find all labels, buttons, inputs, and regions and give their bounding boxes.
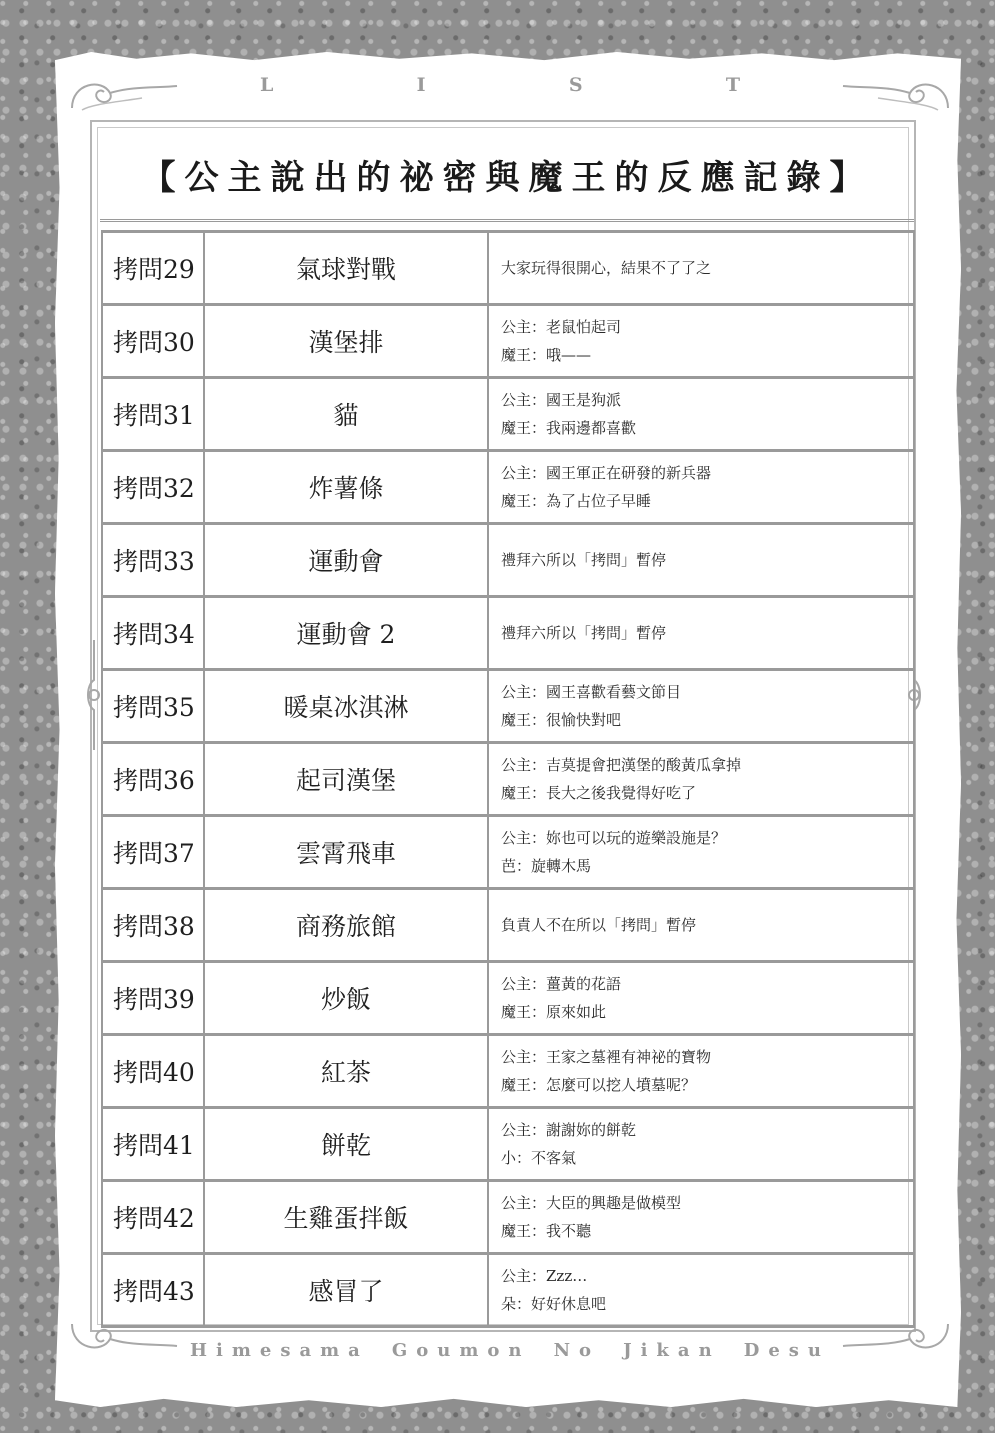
note-line: 公主：老鼠怕起司	[501, 318, 622, 336]
note-line: 禮拜六所以「拷問」暫停	[501, 551, 667, 569]
episode-number: 拷問38	[101, 890, 205, 960]
note-line: 公主：吉莫提會把漢堡的酸黃瓜拿掉	[501, 756, 742, 774]
note-line: 公主：國王軍正在研發的新兵器	[501, 464, 712, 482]
list-title-letter: S	[568, 74, 583, 96]
episode-number: 拷問33	[101, 525, 205, 595]
note-line: 小：不客氣	[501, 1149, 577, 1167]
table-row	[101, 1033, 915, 1106]
episode-number: 拷問34	[101, 598, 205, 668]
episode-note	[489, 598, 915, 668]
table-row	[101, 522, 915, 595]
episode-number: 拷問29	[101, 233, 205, 303]
note-line: 公主：Zzz…	[501, 1267, 588, 1285]
episode-note	[489, 452, 915, 522]
episode-number: 拷問37	[101, 817, 205, 887]
episode-title: 運動會 2	[205, 598, 489, 668]
episode-title: 炸薯條	[205, 452, 489, 522]
episode-note	[489, 890, 915, 960]
note-line: 魔王：我兩邊都喜歡	[501, 419, 637, 437]
episode-note	[489, 379, 915, 449]
episode-number: 拷問43	[101, 1255, 205, 1325]
note-line: 公主：薑黃的花語	[501, 975, 622, 993]
episode-note	[489, 744, 915, 814]
table-row	[101, 814, 915, 887]
heading-box	[100, 130, 914, 222]
note-line: 芭：旋轉木馬	[501, 857, 592, 875]
episode-title: 貓	[205, 379, 489, 449]
episode-title: 感冒了	[205, 1255, 489, 1325]
table-row	[101, 449, 915, 522]
note-line: 大家玩得很開心，結果不了了之	[501, 259, 712, 277]
episode-number: 拷問32	[101, 452, 205, 522]
table-row	[101, 1179, 915, 1252]
note-line: 公主：妳也可以玩的遊樂設施是？	[501, 829, 727, 847]
episode-number: 拷問42	[101, 1182, 205, 1252]
table-row	[101, 230, 915, 303]
list-title-letter: I	[416, 74, 426, 96]
episode-number: 拷問41	[101, 1109, 205, 1179]
note-line: 朵：好好休息吧	[501, 1295, 607, 1313]
episode-number: 拷問31	[101, 379, 205, 449]
episode-note	[489, 817, 915, 887]
note-line: 公主：謝謝妳的餅乾	[501, 1121, 637, 1139]
corner-ornament-top-right	[838, 68, 958, 118]
episode-title: 漢堡排	[205, 306, 489, 376]
list-title	[260, 74, 740, 96]
episode-note	[489, 671, 915, 741]
episode-number: 拷問36	[101, 744, 205, 814]
note-line: 負責人不在所以「拷問」暫停	[501, 916, 697, 934]
episode-note	[489, 1036, 915, 1106]
episode-number: 拷問40	[101, 1036, 205, 1106]
episode-note	[489, 525, 915, 595]
episode-number: 拷問30	[101, 306, 205, 376]
episode-title: 雲霄飛車	[205, 817, 489, 887]
note-line: 魔王：怎麼可以挖人墳墓呢？	[501, 1076, 697, 1094]
episode-title: 運動會	[205, 525, 489, 595]
episode-title: 紅茶	[205, 1036, 489, 1106]
episode-note	[489, 1182, 915, 1252]
footer-series-title	[190, 1340, 830, 1361]
episode-note	[489, 306, 915, 376]
episode-note	[489, 233, 915, 303]
footer-word: Goumon	[391, 1340, 531, 1361]
episode-title: 起司漢堡	[205, 744, 489, 814]
episode-note	[489, 1255, 915, 1325]
episode-note	[489, 963, 915, 1033]
note-line: 禮拜六所以「拷問」暫停	[501, 624, 667, 642]
note-line: 魔王：原來如此	[501, 1003, 607, 1021]
table-row	[101, 887, 915, 960]
episode-title: 暖桌冰淇淋	[205, 671, 489, 741]
list-title-letter: L	[260, 74, 274, 96]
episode-title: 炒飯	[205, 963, 489, 1033]
note-line: 魔王：我不聽	[501, 1222, 592, 1240]
episode-title: 餅乾	[205, 1109, 489, 1179]
episode-number: 拷問39	[101, 963, 205, 1033]
note-line: 魔王：長大之後我覺得好吃了	[501, 784, 697, 802]
episode-number: 拷問35	[101, 671, 205, 741]
episode-title: 氣球對戰	[205, 233, 489, 303]
table-row	[101, 668, 915, 741]
episode-table	[101, 230, 915, 1328]
note-line: 公主：王家之墓裡有神祕的寶物	[501, 1048, 712, 1066]
note-line: 公主：國王是狗派	[501, 391, 622, 409]
table-row	[101, 376, 915, 449]
corner-ornament-top-left	[62, 68, 182, 118]
table-row	[101, 595, 915, 668]
list-title-letter: T	[725, 74, 740, 96]
footer-word: Desu	[743, 1340, 830, 1361]
note-line: 魔王：哦——	[501, 346, 592, 364]
footer-word: No	[553, 1340, 601, 1361]
footer-word: Jikan	[623, 1340, 721, 1361]
note-line: 魔王：很愉快對吧	[501, 711, 622, 729]
table-row	[101, 741, 915, 814]
episode-note	[489, 1109, 915, 1179]
table-row	[101, 1252, 915, 1328]
table-row	[101, 1106, 915, 1179]
note-line: 公主：大臣的興趣是做模型	[501, 1194, 682, 1212]
table-row	[101, 303, 915, 376]
note-line: 公主：國王喜歡看藝文節目	[501, 683, 682, 701]
note-line: 魔王：為了占位子早睡	[501, 492, 652, 510]
page-heading: 【公主說出的祕密與魔王的反應記錄】	[141, 158, 873, 198]
episode-title: 生雞蛋拌飯	[205, 1182, 489, 1252]
footer-word: Himesama	[190, 1340, 369, 1361]
table-row	[101, 960, 915, 1033]
episode-title: 商務旅館	[205, 890, 489, 960]
